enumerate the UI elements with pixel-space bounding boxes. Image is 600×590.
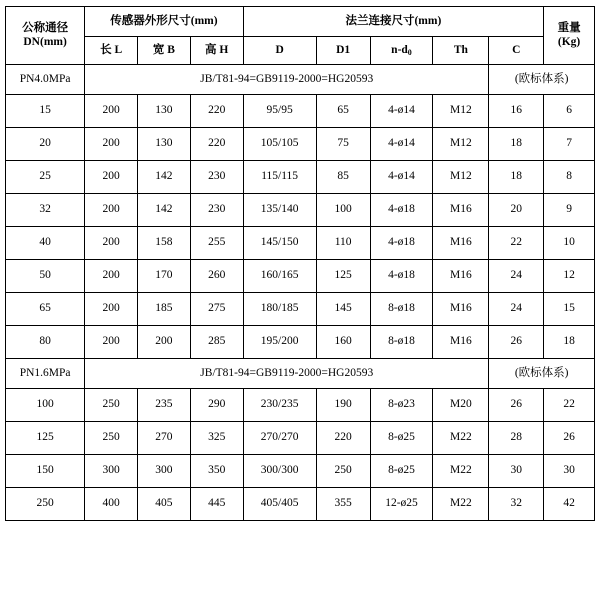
cell-height: 255 xyxy=(190,227,243,260)
header-dn-line1: 公称通径 xyxy=(22,22,69,35)
cell-th: M12 xyxy=(433,128,489,161)
cell-c: 26 xyxy=(489,326,544,359)
table-row xyxy=(6,260,595,293)
cell-th: M22 xyxy=(433,422,489,455)
cell-bolt-holes: 4-ø14 xyxy=(370,161,433,194)
cell-bolt-holes: 8-ø18 xyxy=(370,293,433,326)
header-sub-row xyxy=(6,37,595,65)
cell-th: M20 xyxy=(433,389,489,422)
cell-d1: 160 xyxy=(316,326,370,359)
cell-d1: 125 xyxy=(316,260,370,293)
cell-d: 180/185 xyxy=(243,293,316,326)
cell-height: 260 xyxy=(190,260,243,293)
cell-width: 300 xyxy=(138,455,191,488)
cell-th: M16 xyxy=(433,326,489,359)
cell-weight: 10 xyxy=(544,227,595,260)
cell-c: 32 xyxy=(489,488,544,521)
cell-d1: 145 xyxy=(316,293,370,326)
cell-bolt-holes: 8-ø18 xyxy=(370,326,433,359)
cell-width: 185 xyxy=(138,293,191,326)
cell-c: 18 xyxy=(489,128,544,161)
cell-width: 142 xyxy=(138,194,191,227)
cell-width: 200 xyxy=(138,326,191,359)
cell-bolt-holes: 8-ø25 xyxy=(370,422,433,455)
cell-height: 445 xyxy=(190,488,243,521)
cell-d: 95/95 xyxy=(243,95,316,128)
cell-weight: 26 xyxy=(544,422,595,455)
cell-d1: 250 xyxy=(316,455,370,488)
header-dn-line2: DN(mm) xyxy=(23,35,67,48)
cell-height: 275 xyxy=(190,293,243,326)
cell-c: 20 xyxy=(489,194,544,227)
cell-length: 200 xyxy=(85,326,138,359)
section-note: (欧标体系) xyxy=(489,65,595,95)
table-row xyxy=(6,326,595,359)
cell-d1: 110 xyxy=(316,227,370,260)
cell-weight: 7 xyxy=(544,128,595,161)
cell-c: 24 xyxy=(489,260,544,293)
table-row xyxy=(6,455,595,488)
cell-th: M12 xyxy=(433,95,489,128)
cell-height: 285 xyxy=(190,326,243,359)
cell-length: 200 xyxy=(85,95,138,128)
header-col-bolt-holes: $n-d_0$ xyxy=(370,37,433,65)
header-group-sensor-dimensions: 传感器外形尺寸(mm) xyxy=(85,7,243,37)
table-row xyxy=(6,227,595,260)
cell-dn: 25 xyxy=(6,161,85,194)
header-col-length: 长 L xyxy=(85,37,138,65)
cell-d1: 65 xyxy=(316,95,370,128)
cell-th: M16 xyxy=(433,194,489,227)
header-col-bolt-holes-subscript: 0 xyxy=(407,47,412,57)
section-note: (欧标体系) xyxy=(489,359,595,389)
section-pressure-rating: PN4.0MPa xyxy=(6,65,85,95)
cell-length: 250 xyxy=(85,422,138,455)
cell-d1: 75 xyxy=(316,128,370,161)
cell-bolt-holes: 4-ø14 xyxy=(370,128,433,161)
table-row xyxy=(6,488,595,521)
table-row xyxy=(6,293,595,326)
cell-d1: 85 xyxy=(316,161,370,194)
section-pressure-rating: PN1.6MPa xyxy=(6,359,85,389)
cell-d: 195/200 xyxy=(243,326,316,359)
cell-th: M22 xyxy=(433,488,489,521)
cell-dn: 50 xyxy=(6,260,85,293)
header-col-width: 宽 B xyxy=(138,37,191,65)
section-banner-row xyxy=(6,65,595,95)
cell-dn: 150 xyxy=(6,455,85,488)
header-col-height: 高 H xyxy=(190,37,243,65)
cell-c: 30 xyxy=(489,455,544,488)
cell-d1: 355 xyxy=(316,488,370,521)
cell-dn: 32 xyxy=(6,194,85,227)
cell-length: 300 xyxy=(85,455,138,488)
table-row xyxy=(6,389,595,422)
cell-weight: 30 xyxy=(544,455,595,488)
cell-length: 200 xyxy=(85,161,138,194)
cell-dn: 40 xyxy=(6,227,85,260)
cell-c: 16 xyxy=(489,95,544,128)
table-row xyxy=(6,194,595,227)
cell-th: M22 xyxy=(433,455,489,488)
cell-d: 135/140 xyxy=(243,194,316,227)
cell-dn: 65 xyxy=(6,293,85,326)
cell-d: 105/105 xyxy=(243,128,316,161)
cell-dn: 250 xyxy=(6,488,85,521)
cell-c: 26 xyxy=(489,389,544,422)
cell-th: M16 xyxy=(433,260,489,293)
cell-length: 400 xyxy=(85,488,138,521)
cell-width: 130 xyxy=(138,128,191,161)
cell-length: 200 xyxy=(85,227,138,260)
cell-bolt-holes: 12-ø25 xyxy=(370,488,433,521)
cell-bolt-holes: 4-ø18 xyxy=(370,227,433,260)
cell-weight: 18 xyxy=(544,326,595,359)
cell-width: 235 xyxy=(138,389,191,422)
cell-height: 290 xyxy=(190,389,243,422)
cell-dn: 80 xyxy=(6,326,85,359)
cell-bolt-holes: 4-ø18 xyxy=(370,260,433,293)
cell-width: 130 xyxy=(138,95,191,128)
cell-c: 18 xyxy=(489,161,544,194)
header-col-d: D xyxy=(243,37,316,65)
cell-length: 200 xyxy=(85,194,138,227)
cell-d: 270/270 xyxy=(243,422,316,455)
cell-dn: 20 xyxy=(6,128,85,161)
cell-d1: 220 xyxy=(316,422,370,455)
cell-d1: 190 xyxy=(316,389,370,422)
cell-bolt-holes: 4-ø14 xyxy=(370,95,433,128)
header-col-d1: D1 xyxy=(316,37,370,65)
cell-d: 300/300 xyxy=(243,455,316,488)
cell-height: 325 xyxy=(190,422,243,455)
cell-length: 200 xyxy=(85,128,138,161)
section-standard: JB/T81-94=GB9119-2000=HG20593 xyxy=(85,359,489,389)
cell-d: 230/235 xyxy=(243,389,316,422)
cell-weight: 42 xyxy=(544,488,595,521)
cell-height: 220 xyxy=(190,95,243,128)
cell-th: M12 xyxy=(433,161,489,194)
cell-height: 230 xyxy=(190,194,243,227)
cell-weight: 8 xyxy=(544,161,595,194)
header-weight xyxy=(544,7,595,65)
cell-d: 145/150 xyxy=(243,227,316,260)
cell-length: 200 xyxy=(85,293,138,326)
cell-width: 158 xyxy=(138,227,191,260)
cell-c: 28 xyxy=(489,422,544,455)
table-row xyxy=(6,95,595,128)
table-body xyxy=(6,7,595,521)
cell-width: 270 xyxy=(138,422,191,455)
cell-weight: 22 xyxy=(544,389,595,422)
cell-height: 350 xyxy=(190,455,243,488)
table-row xyxy=(6,128,595,161)
cell-width: 170 xyxy=(138,260,191,293)
header-dn xyxy=(6,7,85,65)
header-col-c: C xyxy=(489,37,544,65)
cell-height: 230 xyxy=(190,161,243,194)
cell-weight: 6 xyxy=(544,95,595,128)
cell-c: 22 xyxy=(489,227,544,260)
cell-weight: 15 xyxy=(544,293,595,326)
cell-bolt-holes: 8-ø23 xyxy=(370,389,433,422)
cell-width: 142 xyxy=(138,161,191,194)
specification-table xyxy=(5,6,595,521)
cell-dn: 125 xyxy=(6,422,85,455)
cell-c: 24 xyxy=(489,293,544,326)
cell-th: M16 xyxy=(433,227,489,260)
cell-d: 160/165 xyxy=(243,260,316,293)
cell-dn: 100 xyxy=(6,389,85,422)
cell-d: 115/115 xyxy=(243,161,316,194)
header-weight-line1: 重量 xyxy=(557,22,581,35)
table-row xyxy=(6,422,595,455)
cell-dn: 15 xyxy=(6,95,85,128)
cell-width: 405 xyxy=(138,488,191,521)
cell-d1: 100 xyxy=(316,194,370,227)
header-weight-line2: (Kg) xyxy=(557,35,581,48)
table-row xyxy=(6,161,595,194)
section-standard: JB/T81-94=GB9119-2000=HG20593 xyxy=(85,65,489,95)
cell-bolt-holes: 4-ø18 xyxy=(370,194,433,227)
cell-weight: 9 xyxy=(544,194,595,227)
cell-d: 405/405 xyxy=(243,488,316,521)
cell-height: 220 xyxy=(190,128,243,161)
header-group-row xyxy=(6,7,595,37)
cell-length: 200 xyxy=(85,260,138,293)
cell-weight: 12 xyxy=(544,260,595,293)
header-group-flange-dimensions: 法兰连接尺寸(mm) xyxy=(243,7,544,37)
cell-th: M16 xyxy=(433,293,489,326)
cell-length: 250 xyxy=(85,389,138,422)
header-col-th: Th xyxy=(433,37,489,65)
section-banner-row xyxy=(6,359,595,389)
cell-bolt-holes: 8-ø25 xyxy=(370,455,433,488)
